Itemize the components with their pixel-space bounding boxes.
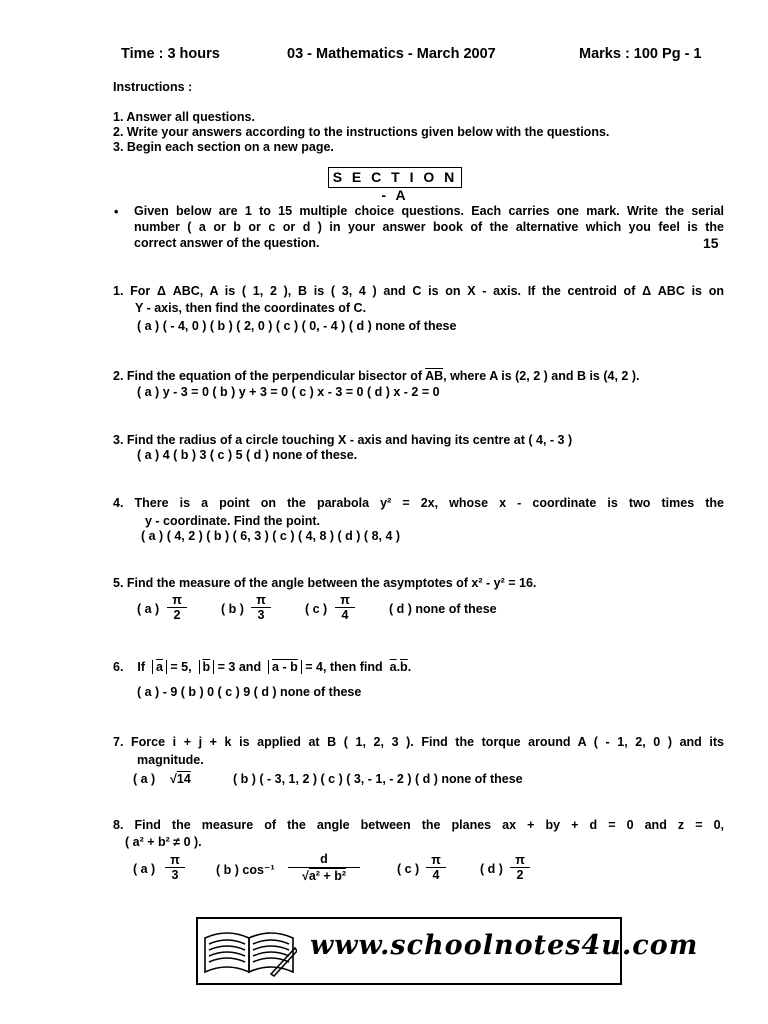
question-6-options: ( a ) - 9 ( b ) 0 ( c ) 9 ( d ) none of these: [137, 685, 362, 699]
note-line: number ( a or b or c or d ) in your answer book of the alternative which you feel is the: [134, 220, 724, 234]
question-4-options: ( a ) ( 4, 2 ) ( b ) ( 6, 3 ) ( c ) ( 4, 8 ) ( d ) ( 8, 4 ): [141, 529, 401, 543]
option-d: ( d ) none of these: [389, 602, 497, 616]
denominator: 3: [257, 608, 265, 622]
website-url[interactable]: www.schoolnotes4u.com: [310, 930, 699, 961]
section-title: S E C T I O N - A: [328, 167, 462, 188]
fraction: [165, 853, 185, 882]
question-8: 8. Find the measure of the angle between the planes ax + by + d = 0 and z = 0,: [113, 818, 724, 832]
option-b: ( b ): [221, 602, 244, 616]
option-a: ( a ): [133, 772, 156, 786]
numerator: π: [165, 853, 185, 868]
question-5: 5. Find the measure of the angle between the asymptotes of x² - y² = 16.: [113, 576, 537, 590]
instruction-item: 1. Answer all questions.: [113, 110, 255, 124]
radicand: a² + b²: [308, 869, 347, 883]
question-4-line2: y - coordinate. Find the point.: [145, 514, 320, 528]
vector-b: $\overline{b}$: [400, 660, 408, 674]
option-a: ( a ): [137, 602, 160, 616]
numerator: π: [426, 853, 446, 868]
fraction: [251, 593, 271, 622]
equation-part: = 5,: [170, 660, 192, 674]
note-line: correct answer of the question.: [134, 236, 320, 250]
vector-a: $\overline{a}$: [155, 660, 163, 674]
note-marks: 15: [703, 235, 719, 251]
question-number: 6.: [113, 660, 124, 674]
question-2-text: 2. Find the equation of the perpendicular bisector of: [113, 369, 426, 383]
denominator: 3: [171, 868, 179, 882]
note-line: Given below are 1 to 15 multiple choice questions. Each carries one mark. Write the serial: [134, 204, 724, 218]
instruction-item: 3. Begin each section on a new page.: [113, 140, 334, 154]
bullet: •: [114, 205, 119, 219]
denominator: 4: [432, 868, 440, 882]
question-7-line2: magnitude.: [137, 753, 204, 767]
question-2-text-end: , where A is (2, 2 ) and B is (4, 2 ).: [443, 369, 640, 383]
option-c: ( c ): [397, 862, 420, 876]
exam-time: Time : 3 hours: [121, 46, 220, 62]
word-if: If: [137, 660, 145, 674]
question-3-options: ( a ) 4 ( b ) 3 ( c ) 5 ( d ) none of these.: [137, 448, 358, 462]
fraction: [510, 853, 530, 882]
fraction-cos: [288, 852, 360, 885]
denominator: [288, 868, 360, 885]
denominator: 2: [516, 868, 524, 882]
fraction: [335, 593, 355, 622]
question-4: 4. There is a point on the parabola y² = 2x, whose x - coordinate is two times the: [113, 496, 724, 510]
question-6: 6. If $\overline{a} = 5$, $\overline{b} = 3$ and a - b = 4, then find $\overline{a}.\overline{b}$.: [113, 660, 412, 674]
open-book-icon: [201, 924, 297, 980]
sqrt-expression: [170, 772, 191, 786]
equation-part: = 3 and: [217, 660, 262, 674]
option-a: ( a ): [133, 862, 156, 876]
numerator: π: [510, 853, 530, 868]
question-1: 1. For Δ ABC, A is ( 1, 2 ), B is ( 3, 4 ) and C is on X - axis. If the centroid of Δ ABC is on: [113, 284, 724, 298]
magnitude-a: [152, 660, 167, 674]
question-2: [113, 369, 639, 383]
fraction: [167, 593, 187, 622]
exam-subject: 03 - Mathematics - March 2007: [287, 46, 496, 62]
instruction-item: 2. Write your answers according to the instructions given below with the questions.: [113, 125, 610, 139]
numerator: π: [167, 593, 187, 608]
sqrt-icon: √: [301, 869, 309, 883]
question-1-line2: Y - axis, then find the coordinates of C.: [135, 301, 367, 315]
equation-part: = 4, then find: [305, 660, 383, 674]
numerator: π: [251, 593, 271, 608]
question-2-options: ( a ) y - 3 = 0 ( b ) y + 3 = 0 ( c ) x - 3 = 0 ( d ) x - 2 = 0: [137, 385, 440, 399]
numerator: d: [288, 852, 360, 868]
sqrt-icon: √: [170, 772, 177, 786]
segment-ab: $\overline{AB}$: [425, 369, 444, 383]
question-8-line2: ( a² + b² ≠ 0 ).: [125, 835, 202, 849]
magnitude-b: [199, 660, 215, 674]
vector-difference: a - b: [272, 660, 298, 674]
exam-marks: Marks : 100 Pg - 1: [579, 46, 702, 62]
denominator: 2: [173, 608, 181, 622]
option-b: ( b ) cos⁻¹: [216, 863, 275, 877]
vector-b: $\overline{b}$: [202, 660, 211, 674]
vector-a: $\overline{a}$: [389, 660, 397, 674]
option-d: ( d ): [480, 862, 503, 876]
fraction: [426, 853, 446, 882]
instructions-title: Instructions :: [113, 80, 193, 94]
radicand: 14: [176, 772, 191, 786]
question-7: 7. Force i + j + k is applied at B ( 1, 2, 3 ). Find the torque around A ( - 1, 2, 0 ) and its: [113, 735, 724, 749]
question-7-options: ( b ) ( - 3, 1, 2 ) ( c ) ( 3, - 1, - 2 ) ( d ) none of these: [233, 772, 523, 786]
option-c: ( c ): [305, 602, 328, 616]
question-1-options: ( a ) ( - 4, 0 ) ( b ) ( 2, 0 ) ( c ) ( 0, - 4 ) ( d ) none of these: [137, 319, 457, 333]
magnitude-difference: [268, 660, 302, 674]
numerator: π: [335, 593, 355, 608]
question-3: 3. Find the radius of a circle touching X - axis and having its centre at ( 4, - 3 ): [113, 433, 573, 447]
denominator: 4: [341, 608, 349, 622]
